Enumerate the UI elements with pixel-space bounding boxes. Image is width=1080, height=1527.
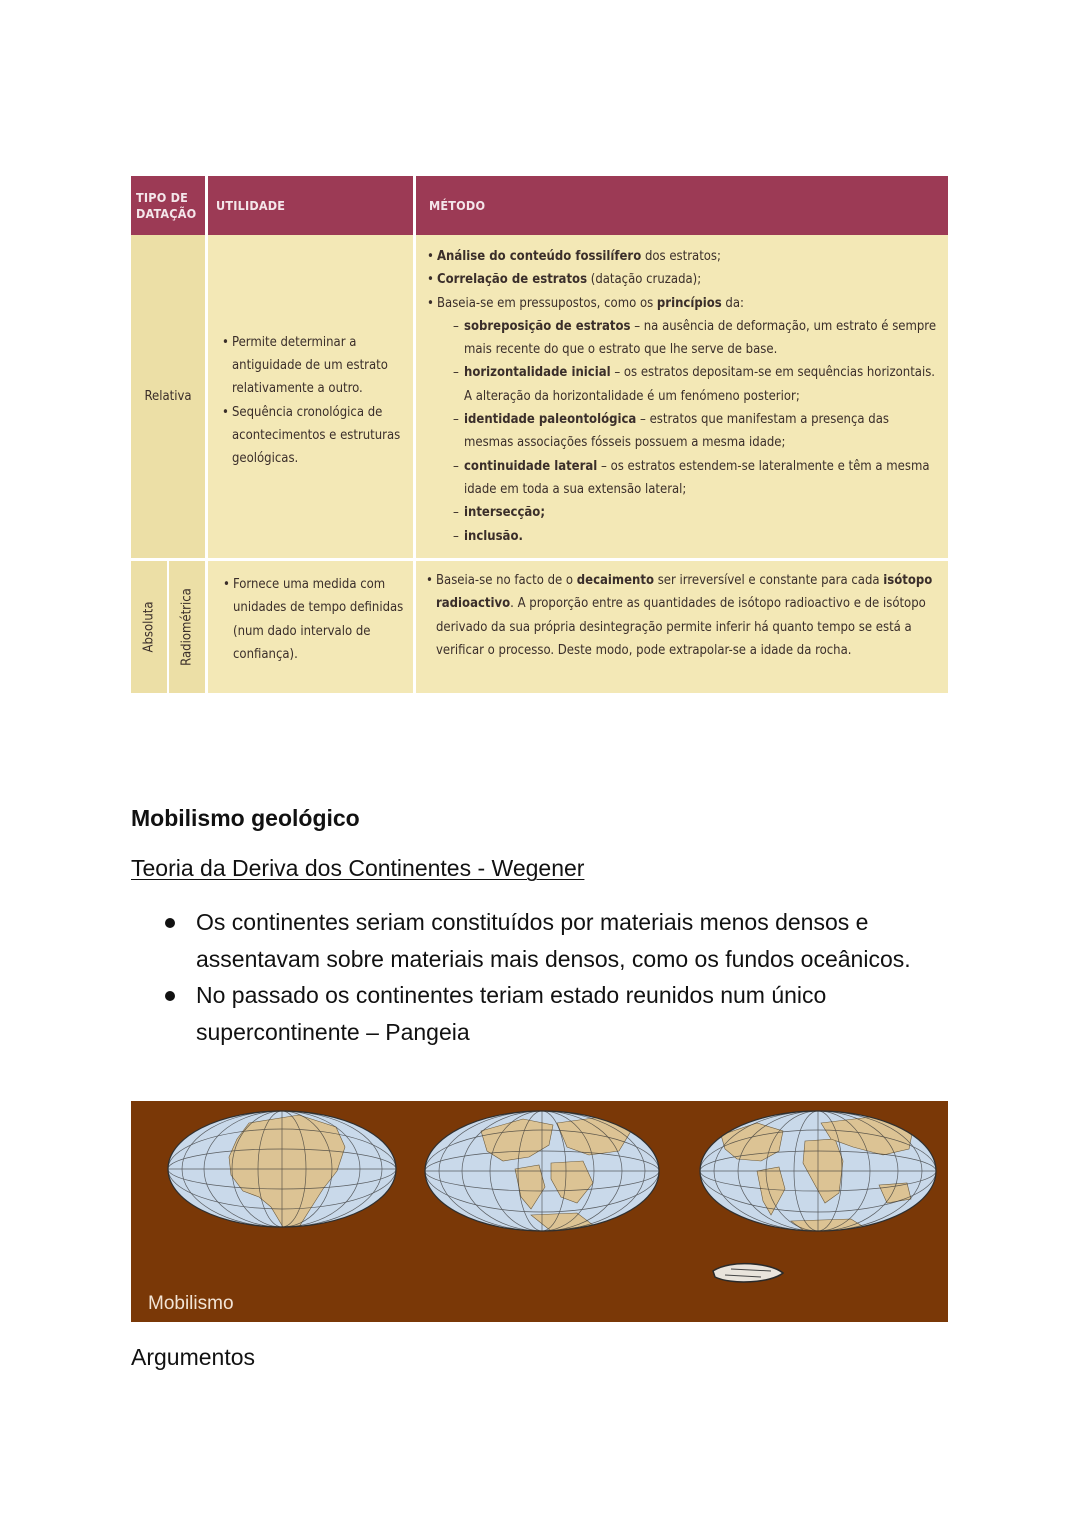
principio-item: – identidade paleontológica – estratos que manifestam a presença das mesmas associações fósseis possuem a mesma idade; — [453, 408, 940, 455]
header-tipo-line2: DATAÇÃO — [136, 205, 197, 221]
metodo-absoluta-item: • Baseia-se no facto de o decaimento ser irreversível e constante para cada isótopo radioactivo. A proporção entre as quantidades de isótopo radioactivo e de isótopo derivado da sua própria desintegração permite inferir há quanto tempo se está a verificar o processo. Deste modo, pode extrapolar-se a idade da rocha. — [426, 569, 942, 662]
bullet-dot — [165, 991, 175, 1001]
dating-table — [131, 176, 948, 693]
utilidade-absoluta-item: • Fornece uma medida com unidades de tempo definidas (num dado intervalo de confiança). — [223, 573, 409, 666]
bullet-text: No passado os continentes teriam estado reunidos num único supercontinente – Pangeia — [196, 982, 827, 1045]
scribble-icon — [713, 1264, 783, 1282]
utilidade-relativa-item: • Sequência cronológica de acontecimentos e estruturas geológicas. — [222, 401, 407, 471]
globe-present — [700, 1111, 936, 1233]
section-heading: Mobilismo geológico — [131, 805, 360, 831]
bullet-dot — [165, 918, 175, 928]
figure-caption: Mobilismo — [148, 1293, 234, 1314]
principio-item: – continuidade lateral – os estratos estendem-se lateralmente e têm a mesma idade em toda a sua extensão lateral; — [453, 455, 940, 502]
principio-item: – intersecção; — [453, 501, 940, 524]
utilidade-relativa-item: • Permite determinar a antiguidade de um estrato relativamente a outro. — [222, 331, 407, 401]
globe-pangaea — [168, 1111, 396, 1227]
argumentos-heading: Argumentos — [131, 1344, 256, 1370]
row-label-radiometrica-text: Radiométrica — [179, 588, 195, 666]
principio-item: – horizontalidade inicial – os estratos depositam-se em sequências horizontais. A alteração da horizontalidade é um fenómeno posterior; — [453, 361, 940, 408]
bullet-item — [160, 904, 950, 977]
header-tipo-line1: TIPO DE — [136, 189, 188, 205]
principio-item: – inclusão. — [453, 525, 940, 548]
mobilismo-figure — [131, 1101, 948, 1322]
section-bullets — [160, 904, 950, 1050]
principio-item: – sobreposição de estratos – na ausência de deformação, um estrato é sempre mais recente do que o estrato que lhe serve de base. — [453, 315, 940, 362]
header-tipo — [131, 176, 208, 235]
section-subheading: Teoria da Deriva dos Continentes - Wegener — [131, 855, 585, 881]
globes-illustration — [131, 1101, 948, 1322]
utilidade-relativa — [208, 235, 416, 561]
metodo-relativa — [416, 235, 948, 561]
utilidade-absoluta — [208, 561, 416, 693]
globe-breakup — [425, 1111, 659, 1231]
row-label-relativa: Relativa — [131, 235, 208, 561]
metodo-item-principios: • Baseia-se em pressupostos, como os princípios da: – sobreposição de estratos – na ausência de deformação, um estrato é sempre mais recente do que o estrato que lhe serve de base. – horizontalidade inicial – os estratos depositam-se em sequências horizontais. A alteração da horizontalidade é um fenómeno posterior; – identidade paleontológica – estratos que manifestam a presença das mesmas associações fósseis possuem a mesma idade; – continuidade lateral – os estratos estendem-se lateralmente e têm a mesma idade em toda a sua extensão lateral; – intersecção; – inclusão. — [427, 292, 940, 548]
header-metodo: MÉTODO — [416, 176, 948, 235]
bullet-text: Os continentes seriam constituídos por materiais menos densos e assentavam sobre materiais mais densos, como os fundos oceânicos. — [196, 909, 911, 972]
bullet-item — [160, 977, 950, 1050]
header-utilidade: UTILIDADE — [208, 176, 416, 235]
metodo-absoluta — [416, 561, 948, 693]
metodo-item-correlacao: • Correlação de estratos (datação cruzada); — [427, 268, 940, 291]
row-label-radiometrica — [169, 561, 208, 693]
row-label-absoluta — [131, 561, 169, 693]
row-label-absoluta-text: Absoluta — [141, 601, 157, 653]
metodo-item-fossil: • Análise do conteúdo fossilífero dos estratos; — [427, 245, 940, 268]
